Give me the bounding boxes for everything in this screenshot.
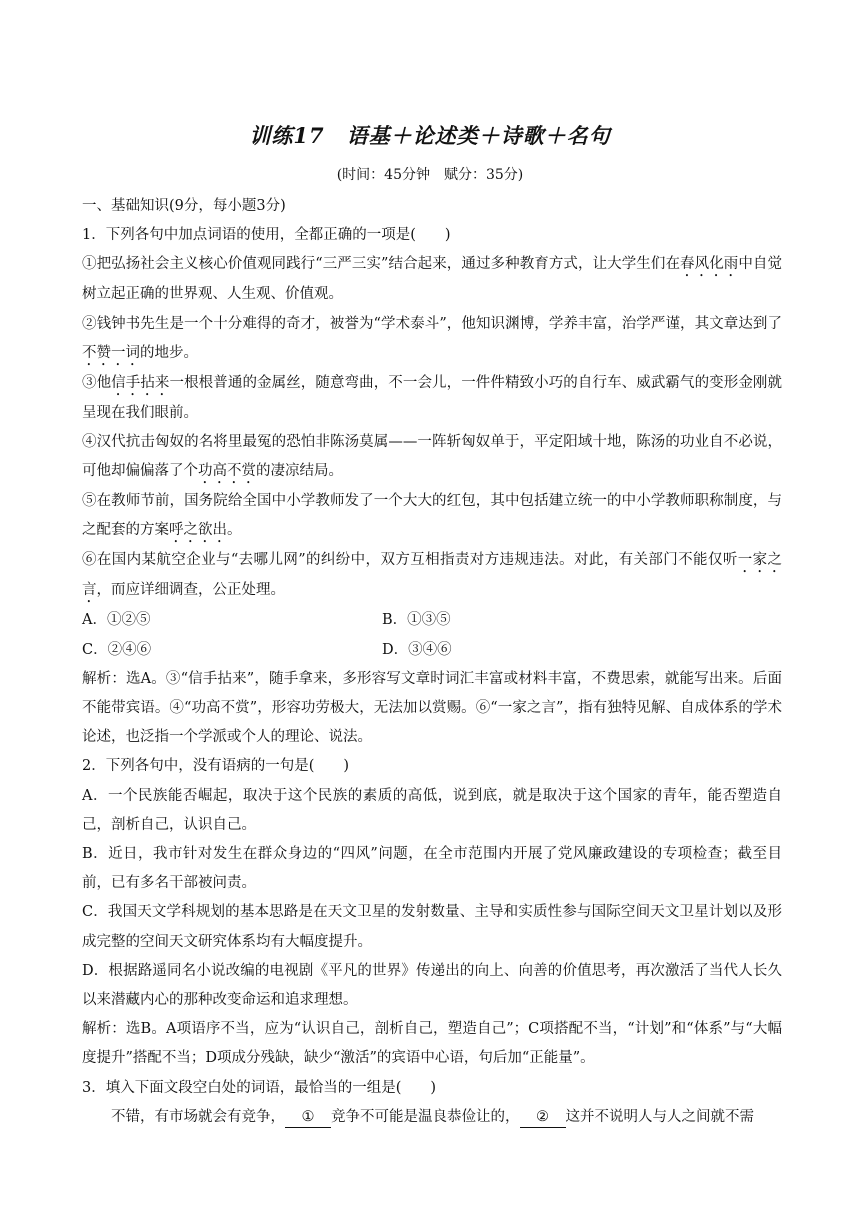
q1-sentence-3: ③他信手拈来一根根普通的金属丝，随意弯曲，不一会儿，一件件精致小巧的自行车、威武霸气的变形金刚就呈现在我们眼前。 xyxy=(82,374,783,421)
q2-option-d: D．根据路遥同名小说改编的电视剧《平凡的世界》传递出的向上、向善的价值思考，再次激活了当代人长久以来潜藏内心的那种改变命运和追求理想。 xyxy=(82,962,782,1009)
q1-analysis: 解析：选A。③“信手拈来”，随手拿来，多形容写文章时词汇丰富或材料丰富，不费思索，就能写出来。后面不能带宾语。④“功高不赏”，形容功劳极大，无法加以赏赐。⑥“一家之言”，指有独特见解、自成体系的学术论述，也泛指一个学派或个人的理论、说法。 xyxy=(82,670,782,746)
option-b: B．①③⑤ xyxy=(382,612,451,629)
question-2-stem: 2．下列各句中，没有语病的一句是( ) xyxy=(82,758,350,775)
q2-option-b: B．近日，我市针对发生在群众身边的“四风”问题，在全市范围内开展了党风廉政建设的专项检查；截至目前，已有多名干部被问责。 xyxy=(82,846,782,892)
q1-sentence-5: ⑤在教师节前，国务院给全国中小学教师发了一个大大的红包，其中包括建立统一的中小学教师职称制度，与之配套的方案呼之欲出。 xyxy=(82,493,782,539)
document-body xyxy=(82,192,782,1132)
option-d: D．③④⑥ xyxy=(382,641,452,658)
page-title: 训练17 语基＋论述类＋诗歌＋名句 xyxy=(249,123,611,148)
q1-sentence-6: ⑥在国内某航空企业与“去哪儿网”的纠纷中，双方互相指责对方违规违法。对此，有关部门不能仅听一家之言，而应详细调查，公正处理。 xyxy=(82,552,783,599)
fill-blank-2: ② xyxy=(520,1107,566,1128)
q1-options-row-2 xyxy=(82,636,782,665)
dotted-term: 春风化雨 xyxy=(680,256,739,273)
dotted-term: 功高不赏 xyxy=(198,463,256,480)
q2-option-c: C．我国天文学科规划的基本思路是在天文卫星的发射数量、主导和实质性参与国际空间天文卫星计划以及形成完整的空间天文研究体系均有大幅度提升。 xyxy=(82,904,782,950)
q1-sentence-2: ②钱钟书先生是一个十分难得的奇才，被誉为“学术泰斗”，他知识渊博，学养丰富，治学严谨，其文章达到了不赞一词的地步。 xyxy=(82,315,782,361)
q3-passage: 不错，有市场就会有竞争， ① 竞争不可能是温良恭俭让的， ② 这并不说明人与人之间就不需 xyxy=(82,1103,782,1132)
section-heading: 一、基础知识(9分，每小题3分) xyxy=(82,198,286,214)
option-a: A．①②⑤ xyxy=(82,612,151,629)
question-3-stem: 3．填入下面文段空白处的词语，最恰当的一组是( ) xyxy=(82,1079,437,1096)
q1-sentence-1: ①把弘扬社会主义核心价值观同践行“三严三实”结合起来，通过多种教育方式，让大学生们在春风化雨中自觉树立起正确的世界观、人生观、价值观。 xyxy=(82,256,783,303)
time-score-info: (时间：45分钟 赋分：35分) xyxy=(336,167,524,183)
dotted-term: 信手拈来 xyxy=(111,374,170,391)
q1-options-row-1 xyxy=(82,606,782,635)
q2-analysis: 解析：选B。A项语序不当，应为“认识自己，剖析自己，塑造自己”；C项搭配不当，“计划”和“体系”与“大幅度提升”搭配不当；D项成分残缺，缺少“激活”的宾语中心语，句后加“正能量”。 xyxy=(82,1021,782,1067)
question-1-stem: 1．下列各句中加点词语的使用，全都正确的一项是( ) xyxy=(82,227,451,244)
dotted-term: 呼之欲出 xyxy=(169,522,227,539)
option-c: C．②④⑥ xyxy=(82,641,152,658)
dotted-term: 不赞一词 xyxy=(82,344,140,361)
fill-blank-1: ① xyxy=(285,1107,331,1128)
q1-sentence-4: ④汉代抗击匈奴的名将里最冤的恐怕非陈汤莫属——一阵斩匈奴单于，平定阳域十地，陈汤的功业自不必说，可他却偏偏落了个功高不赏的凄凉结局。 xyxy=(82,434,782,480)
q2-option-a: A．一个民族能否崛起，取决于这个民族的素质的高低，说到底，就是取决于这个国家的青年，能否塑造自己，剖析自己，认识自己。 xyxy=(82,787,782,833)
dotted-term: 一家之言 xyxy=(82,552,783,599)
